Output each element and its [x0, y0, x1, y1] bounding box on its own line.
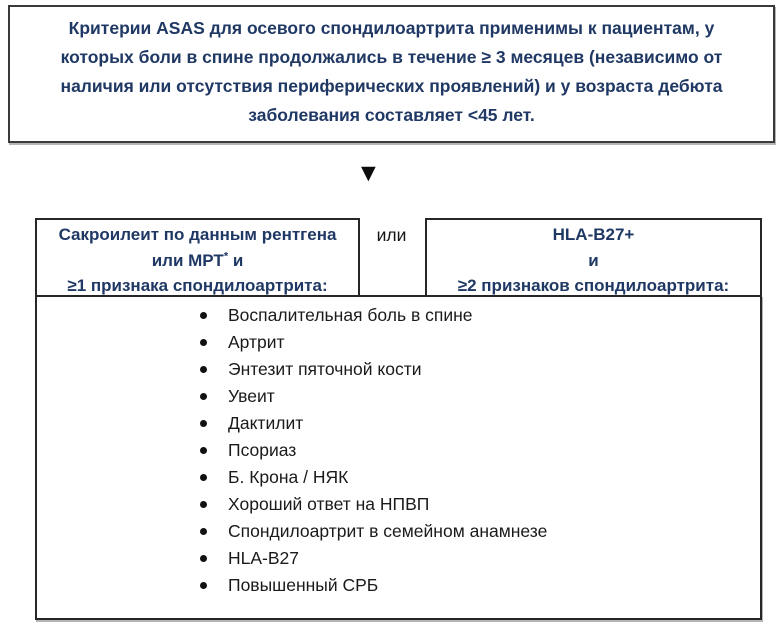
list-item: Артрит — [197, 329, 760, 356]
list-item: HLA-B27 — [197, 545, 760, 572]
footnote-asterisk: * — [223, 249, 229, 262]
list-item: Псориаз — [197, 437, 760, 464]
down-arrow-icon: ▼ — [356, 159, 381, 187]
hla-branch-line3: ≥2 признаков спондилоартрита: — [457, 276, 730, 295]
list-item: Воспалительная боль в спине — [197, 302, 760, 329]
spa-features-box — [35, 295, 762, 620]
hla-branch-line2: и — [588, 250, 599, 270]
list-item: Энтезит пяточной кости — [197, 356, 760, 383]
radiology-branch-box — [35, 218, 360, 299]
list-item: Б. Крона / НЯК — [197, 464, 760, 491]
radiology-branch-line3: ≥1 признака спондилоартрита: — [67, 276, 328, 295]
list-item: Увеит — [197, 383, 760, 410]
features-list — [37, 297, 760, 599]
list-item: Спондилоартрит в семейном анамнезе — [197, 518, 760, 545]
intro-text: Критерии ASAS для осевого спондилоартрита применимы к пациентам, у которых боли в спине продолжались в течение ≥ 3 месяцев (независимо от наличия или отсутствия периферических проявлений) и у возраста дебюта заболевания составляет <45 лет. — [60, 18, 723, 125]
or-connector: или — [376, 225, 407, 245]
radiology-branch-line2: или МРТ* и — [151, 249, 244, 270]
list-item: Хороший ответ на НПВП — [197, 491, 760, 518]
hla-branch-line1: HLA-B27+ — [552, 225, 635, 244]
list-item: Дактилит — [197, 410, 760, 437]
radiology-branch-line1: Сакроилеит по данным рентгена — [58, 225, 337, 244]
hla-branch-box — [425, 218, 762, 299]
intro-box — [8, 5, 775, 143]
list-item: Повышенный СРБ — [197, 572, 760, 599]
